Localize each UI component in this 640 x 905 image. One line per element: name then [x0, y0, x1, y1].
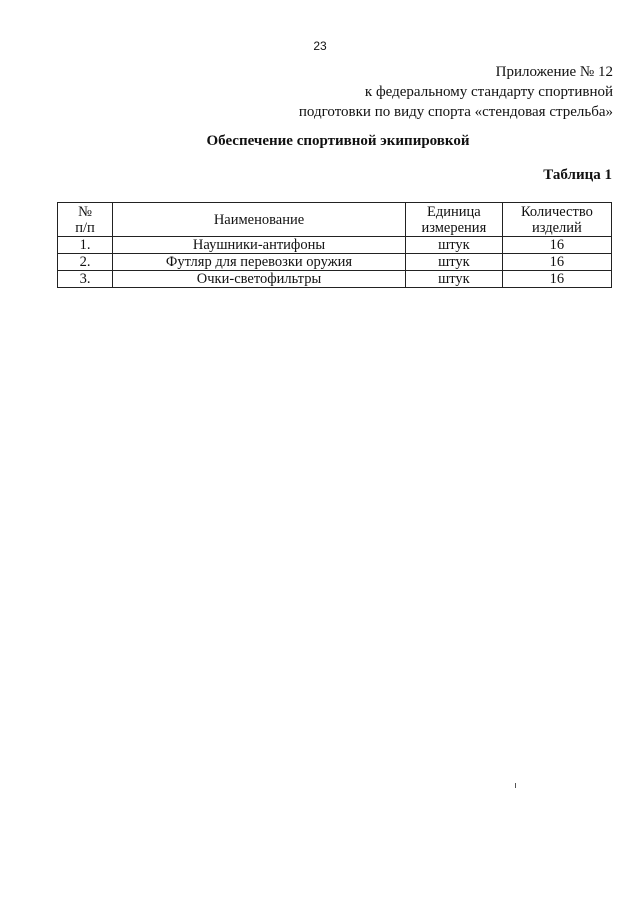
table-header-row — [58, 203, 612, 237]
row-number: 1. — [58, 237, 113, 254]
header-number — [58, 203, 113, 237]
row-quantity: 16 — [502, 254, 611, 271]
header-quantity-line-1: Количество — [520, 203, 593, 220]
table-row — [58, 271, 612, 288]
header-name: Наименование — [113, 203, 406, 237]
appendix-line-1: Приложение № 12 — [495, 64, 613, 80]
table-label: Таблица 1 — [543, 167, 612, 183]
header-number-line-1: № — [78, 203, 92, 220]
appendix-line-3: подготовки по виду спорта «стендовая стрельба» — [298, 104, 613, 120]
document-title: Обеспечение спортивной экипировкой — [206, 133, 470, 149]
row-number: 3. — [58, 271, 113, 288]
row-number: 2. — [58, 254, 113, 271]
row-quantity: 16 — [502, 237, 611, 254]
row-unit: штук — [405, 271, 502, 288]
header-quantity-line-2: изделий — [532, 219, 582, 236]
appendix-header — [299, 62, 613, 122]
row-name: Футляр для перевозки оружия — [113, 254, 406, 271]
row-quantity: 16 — [502, 271, 611, 288]
page-number: 23 — [313, 39, 327, 53]
equipment-table — [57, 202, 612, 288]
header-number-line-2: п/п — [75, 219, 95, 236]
table-row — [58, 254, 612, 271]
row-unit: штук — [405, 254, 502, 271]
table-row — [58, 237, 612, 254]
row-name: Очки-светофильтры — [113, 271, 406, 288]
header-unit-line-1: Единица — [427, 203, 481, 220]
scan-mark — [515, 783, 516, 788]
header-unit-line-2: измерения — [421, 219, 487, 236]
row-unit: штук — [405, 237, 502, 254]
row-name: Наушники-антифоны — [113, 237, 406, 254]
header-unit — [405, 203, 502, 237]
appendix-line-2: к федеральному стандарту спортивной — [364, 84, 613, 100]
header-quantity — [502, 203, 611, 237]
